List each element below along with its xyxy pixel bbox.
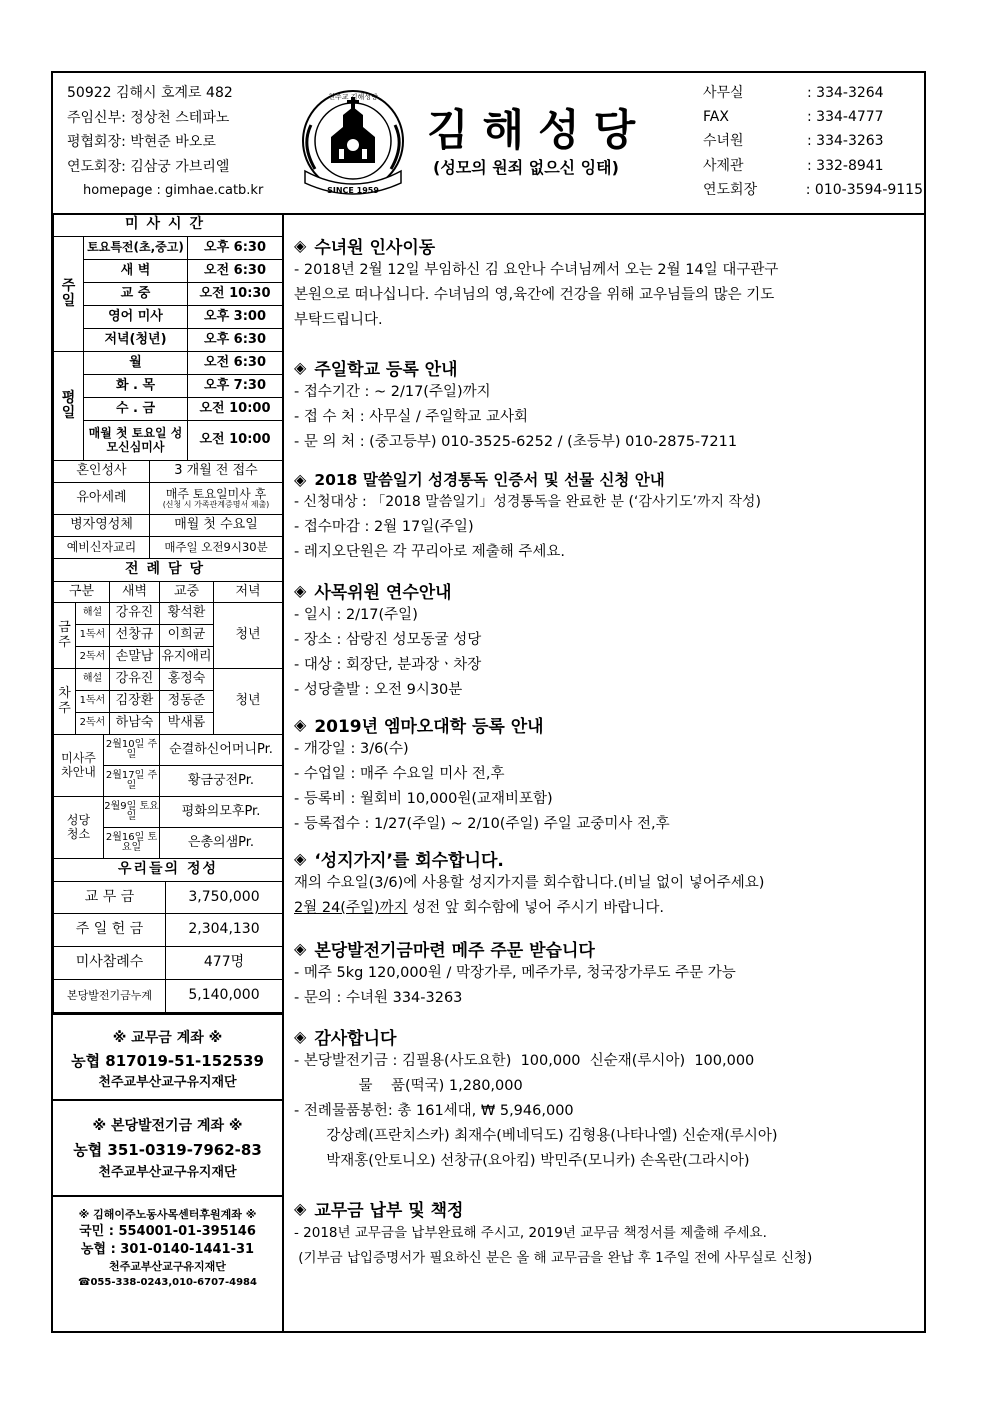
notice-title: 사목위원 연수안내 [314,583,452,603]
reader-name: 손말남 [110,647,160,669]
notice-line: - 레지오단원은 각 꾸리아로 제출해 주세요. [294,544,566,560]
mass-name: 새 벽 [84,260,188,283]
offering-value: 3,750,000 [166,882,283,914]
header [53,73,924,215]
offering-value: 2,304,130 [166,914,283,947]
offering-name: 본당발전기금누계 [54,980,166,1013]
contact-convent: 수녀원 : 334-3263 [703,133,884,150]
reader-name: 박새롬 [160,713,214,735]
mass-name: 저녁(청년) [84,329,188,352]
reader-name: 홍정숙 [160,669,214,691]
mass-time: 오전 10:30 [188,283,283,306]
role-label: 해설 [76,603,110,625]
sacrament-value: 매월 첫 수요일 [150,515,283,537]
notice-line: - 본당발전기금 : 김필용(사도요한) 100,000 신순재(루시아) 100,000 [294,1053,755,1069]
homepage-link[interactable]: homepage : gimhae.catb.kr [83,183,264,198]
notice-line: 2월 24(주일)까지 성전 앞 회수함에 넣어 주시기 바랍니다. [294,900,665,916]
notice-bible-reading [294,468,922,578]
notice-line: - 장소 : 삼랑진 성모동굴 성당 [294,632,482,648]
sacrament-name: 예비신자교리 [54,537,150,559]
duty-team: 순결하신어머니Pr. [160,735,283,766]
mass-time: 오후 6:30 [188,329,283,352]
notice-line: 부탁드립니다. [294,312,383,328]
notice-line: (기부금 납입증명서가 필요하신 분은 올 해 교무금을 완납 후 1주일 전에 사무실로 신청) [294,1250,813,1266]
notice-line: - 2018년 2월 12일 부임하신 김 요안나 수녀님께서 오는 2월 14일 대구관구 [294,262,779,278]
notice-title: 본당발전기금마련 메주 주문 받습니다 [314,941,595,961]
evening-group: 청년 [214,603,283,669]
notices-column [284,213,924,1333]
mass-time: 오전 6:30 [188,260,283,283]
contact-rectory: 사제관 : 332-8941 [703,157,884,174]
notice-title: ‘성지가지’를 회수합니다. [314,851,504,871]
pastor: 주임신부: 정상천 스테파노 [67,109,230,126]
duty-table [53,734,283,859]
reader-name: 정동준 [160,691,214,713]
role-label: 1독서 [76,625,110,647]
notice-line: 본원으로 떠나십니다. 수녀님의 영,육간에 건강을 위해 교우님들의 많은 기도 [294,287,775,303]
notice-line: - 2018년 교무금을 납부완료해 주시고, 2019년 교무금 책정서를 제출해 주세요. [294,1225,767,1241]
mass-time: 오전 10:00 [188,398,283,421]
notice-title: 2018 말씀일기 성경통독 인증서 및 선물 신청 안내 [314,471,665,489]
notice-title: 2019년 엠마오대학 등록 안내 [314,717,544,737]
notice-dues-pledge [294,1196,922,1276]
liturgy-title: 전례담당 [54,559,283,582]
church-subtitle: (성모의 원죄 없으신 잉태) [433,158,619,177]
sacrament-value: 매주일 오전9시30분 [150,537,283,559]
offering-value: 477명 [166,947,283,980]
duty-team: 은총의샘Pr. [160,828,283,859]
diamond-bullet-icon: ◈ [294,236,307,255]
role-label: 2독서 [76,713,110,735]
account-box-fund: ※ 본당발전기금 계좌 ※ 농협 351-0319-7962-83 천주교부산교구유지재단 [53,1099,282,1195]
duty-date: 2월17일 주일 [104,766,160,797]
contact-fax: FAX : 334-4777 [703,109,884,126]
council-chair: 평협회장: 박현준 바오로 [67,134,216,150]
notice-line: - 개강일 : 3/6(수) [294,741,409,757]
role-label: 해설 [76,669,110,691]
notice-title: 감사합니다 [314,1029,397,1049]
sacrament-table [53,460,283,559]
diamond-bullet-icon: ◈ [294,581,307,600]
sacrament-name: 병자영성체 [54,515,150,537]
sacrament-name: 유아세례 [54,483,150,515]
notice-title: 주일학교 등록 안내 [314,360,458,380]
notice-line: - 접수마감 : 2월 17일(주일) [294,519,474,535]
duty-date: 2월10일 주일 [104,735,160,766]
account-box-migrant-center: ※ 김해이주노동사목센터후원계좌 ※ 국민 : 554001-01-395146 농협 : 301-0140-1441-31 천주교부산교구유지재단 ☎055-338-0243,010-6707-4984 [53,1195,282,1294]
svg-text:SINCE 1959: SINCE 1959 [327,186,379,195]
notice-line: - 문 의 처 : (중고등부) 010-3525-6252 / (초등부) 010-2875-7211 [294,434,738,450]
header-info [67,81,297,204]
diamond-bullet-icon: ◈ [294,358,307,377]
notice-line: - 접수기간 : ~ 2/17(주일)까지 [294,384,491,400]
diamond-bullet-icon: ◈ [294,1027,307,1046]
mass-time: 오후 7:30 [188,375,283,398]
contact-yeondo: 연도회장 : 010-3594-9115 [703,181,923,198]
notice-line: - 대상 : 회장단, 분과장ㆍ차장 [294,657,482,673]
notice-thanks [294,1024,922,1196]
duty-team: 평화의모후Pr. [160,797,283,828]
sacrament-name: 혼인성사 [54,461,150,483]
reader-name: 유지애리 [160,647,214,669]
notice-line: - 전례물품봉헌: 총 161세대, ₩ 5,946,000 [294,1103,574,1119]
sacrament-value: 3 개월 전 접수 [150,461,283,483]
reader-name: 김장환 [110,691,160,713]
notice-title: 수녀원 인사이동 [314,238,436,258]
liturgy-header: 구분 [54,582,110,603]
mass-name: 토요특전(초,중고) [84,237,188,260]
cleaning-label: 성당청소 [54,797,104,859]
duty-date: 2월9일 토요일 [104,797,160,828]
mass-name: 영어 미사 [84,306,188,329]
notice-emmaus [294,712,922,846]
mass-time: 오후 6:30 [188,237,283,260]
notice-line: - 메주 5kg 120,000원 / 막장가루, 메주가루, 청국장가루도 주문 가능 [294,965,736,981]
svg-text:천주교 김해성당: 천주교 김해성당 [328,93,378,101]
church-logo-icon [291,85,415,203]
role-label: 2독서 [76,647,110,669]
diamond-bullet-icon: ◈ [294,849,307,868]
diamond-bullet-icon: ◈ [294,1199,307,1218]
notice-line: - 접 수 처 : 사무실 / 주일학교 교사회 [294,409,528,425]
parking-label: 미사주차안내 [54,735,104,797]
offering-value: 5,140,000 [166,980,283,1013]
notice-pastoral-training [294,578,922,712]
liturgy-header: 새벽 [110,582,160,603]
contact-list [703,81,923,202]
offering-name: 교 무 금 [54,882,166,914]
offering-table [53,858,283,1013]
offering-name: 미사참례수 [54,947,166,980]
account-box-dues: ※ 교무금 계좌 ※ 농협 817019-51-152539 천주교부산교구유지재단 [53,1013,282,1099]
reader-name: 강유진 [110,603,160,625]
notice-sunday-school [294,355,922,468]
yeondo-chair: 연도회장: 김삼궁 가브리엘 [67,158,230,175]
liturgy-header: 교중 [160,582,214,603]
offering-title: 우리들의 정성 [54,859,283,882]
week-label: 차주 [54,669,76,735]
reader-name: 하남숙 [110,713,160,735]
mass-time: 오후 3:00 [188,306,283,329]
role-label: 1독서 [76,691,110,713]
diamond-bullet-icon: ◈ [294,469,307,489]
evening-group: 청년 [214,669,283,735]
diamond-bullet-icon: ◈ [294,939,307,958]
liturgy-table [53,558,283,735]
offering-name: 주 일 헌 금 [54,914,166,947]
sunday-label: 주일 [54,237,84,352]
notice-line: 재의 수요일(3/6)에 사용할 성지가지를 회수합니다.(비닐 없이 넣어주세요) [294,875,765,891]
reader-name: 선창규 [110,625,160,647]
notice-line: - 등록접수 : 1/27(주일) ~ 2/10(주일) 주일 교중미사 전,후 [294,816,670,832]
mass-name: 수 . 금 [84,398,188,421]
notice-line: - 등록비 : 월회비 10,000원(교재비포함) [294,791,553,807]
notice-line: - 문의 : 수녀원 334-3263 [294,990,463,1006]
notice-line: - 신청대상 : 「2018 말씀일기」성경통독을 완료한 분 (‘감사기도’까지 작성) [294,494,761,510]
notice-line: - 성당출발 : 오전 9시30분 [294,682,463,698]
mass-time: 오전 10:00 [188,421,283,461]
liturgy-header: 저녁 [214,582,283,603]
notice-palm-branches [294,846,922,936]
mass-name: 교 중 [84,283,188,306]
left-column [53,213,284,1333]
address: 50922 김해시 호계로 482 [67,85,233,101]
bulletin-frame [51,71,926,1333]
duty-team: 황금궁전Pr. [160,766,283,797]
contact-office: 사무실 : 334-3264 [703,85,884,101]
notice-line: 박재홍(안토니오) 선창규(요아킴) 박민주(모니카) 손옥란(그라시아) [294,1153,750,1169]
notice-line: 강상례(프란치스카) 최재수(베네딕도) 김형용(나타나엘) 신순재(루시아) [294,1128,778,1144]
mass-name: 월 [84,352,188,375]
mass-name: 화 . 목 [84,375,188,398]
church-title: 김해성당 [427,106,650,156]
diamond-bullet-icon: ◈ [294,715,307,734]
notice-line: 물 품(떡국) 1,280,000 [294,1078,523,1094]
notice-convent [294,233,922,355]
mass-schedule-table [53,213,283,461]
duty-date: 2월16일 토요일 [104,828,160,859]
week-label: 금주 [54,603,76,669]
mass-time: 오전 6:30 [188,352,283,375]
mass-title: 미사시간 [54,214,283,237]
notice-line: - 일시 : 2/17(주일) [294,607,418,623]
reader-name: 강유진 [110,669,160,691]
notice-title: 교무금 납부 및 책정 [314,1201,464,1221]
reader-name: 이희균 [160,625,214,647]
reader-name: 황석환 [160,603,214,625]
notice-line: - 수업일 : 매주 수요일 미사 전,후 [294,766,505,782]
mass-name: 매월 첫 토요일 성모신심미사 [84,421,188,461]
sacrament-value: 매주 토요일미사 후 (신청 시 가족관계증명서 제출) [150,483,283,515]
weekday-label: 평일 [54,352,84,461]
notice-meju-order [294,936,922,1024]
